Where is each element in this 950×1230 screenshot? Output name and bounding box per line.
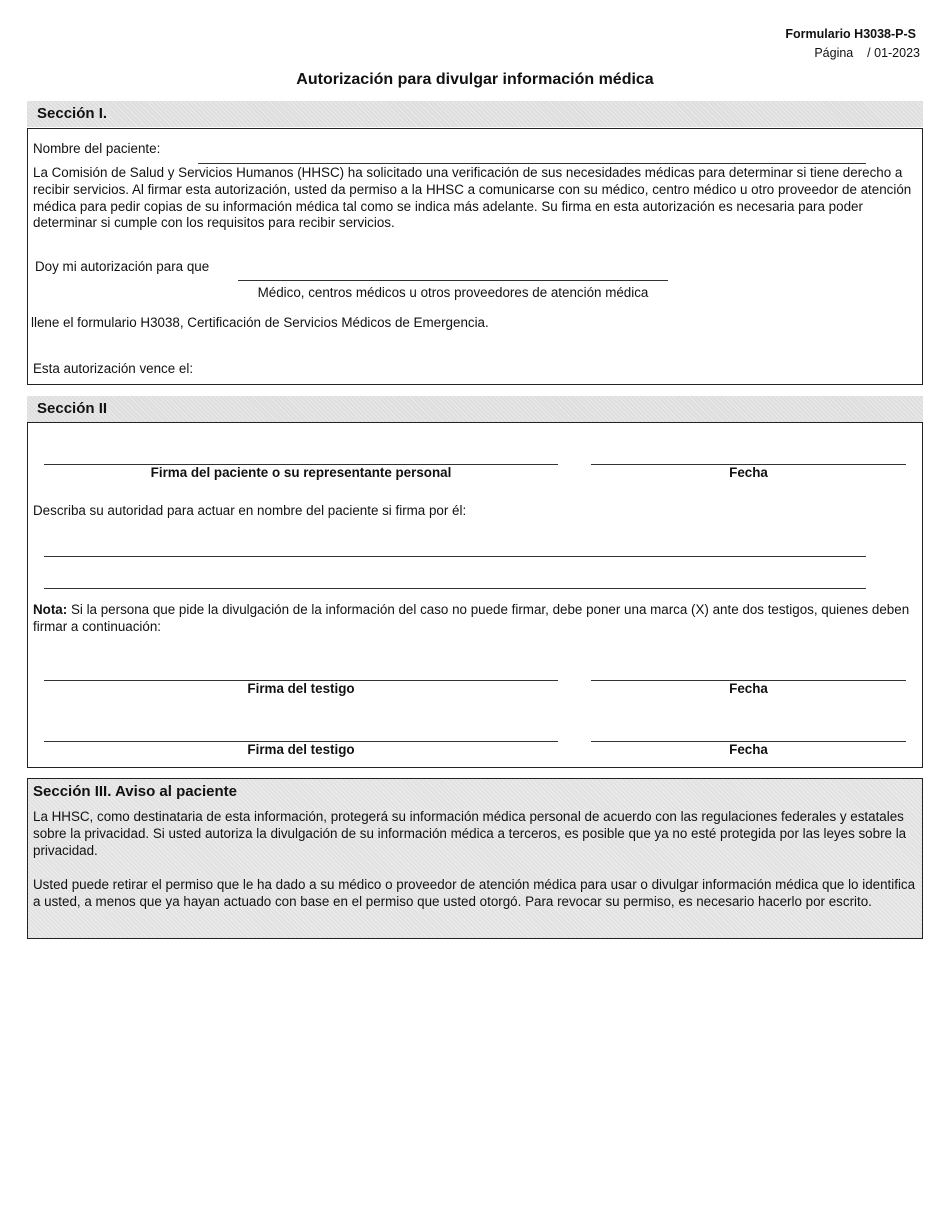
- section-3-heading: Sección III. Aviso al paciente: [33, 783, 237, 800]
- authority-line-1[interactable]: [44, 556, 866, 557]
- witness-2-date-caption: Fecha: [729, 742, 768, 757]
- section-2-box: [27, 422, 923, 768]
- authorize-label: Doy mi autorización para que: [35, 259, 210, 274]
- witness-1-caption: Firma del testigo: [247, 681, 355, 696]
- section-1-heading: Sección I.: [27, 101, 923, 127]
- patient-name-label: Nombre del paciente:: [33, 141, 161, 156]
- provider-name-field[interactable]: [238, 280, 668, 281]
- form-id: Formulario H3038-P-S: [785, 27, 916, 41]
- page-title: Autorización para divulgar información médica: [296, 71, 654, 88]
- fill-form-text: llene el formulario H3038, Certificación de Servicios Médicos de Emergencia.: [31, 315, 489, 330]
- note-label: Nota:: [33, 602, 68, 617]
- authority-line-2[interactable]: [44, 588, 866, 589]
- privacy-paragraph: La HHSC, como destinataria de esta información, protegerá su información médica personal de acuerdo con las regulaciones federales y estatales sobre la privacidad. Si usted autoriza la divulgación de su información médica a terceros, es posible que ya no esté protegida por las leyes sobre la privacidad.: [33, 809, 907, 858]
- provider-caption: Médico, centros médicos u otros proveedores de atención médica: [257, 285, 649, 300]
- witness-1-date-caption: Fecha: [729, 681, 768, 696]
- section-3-box: [27, 778, 923, 939]
- revoke-paragraph: Usted puede retirar el permiso que le ha dado a su médico o proveedor de atención médica para usar o divulgar información médica que lo identifica a usted, a menos que ya hayan actuado con base en el permiso que usted otorgó. Para revocar su permiso, es necesario hacerlo por escrito.: [33, 877, 916, 909]
- page-label: Página: [814, 46, 854, 60]
- section-1-box: [27, 128, 923, 385]
- section-2-heading: Sección II: [27, 396, 923, 422]
- witness-2-caption: Firma del testigo: [247, 742, 355, 757]
- expires-label: Esta autorización vence el:: [33, 361, 194, 376]
- form-date-code: / 01-2023: [867, 46, 920, 60]
- authority-label: Describa su autoridad para actuar en nombre del paciente si firma por él:: [33, 503, 467, 518]
- note-paragraph: [33, 602, 915, 636]
- page-info: [814, 46, 920, 60]
- note-text: Si la persona que pide la divulgación de la información del caso no puede firmar, debe poner una marca (X) ante dos testigos, quienes deben firmar a continuación:: [33, 602, 910, 634]
- patient-signature-caption: Firma del paciente o su representante personal: [150, 465, 452, 480]
- intro-paragraph: La Comisión de Salud y Servicios Humanos (HHSC) ha solicitado una verificación de sus necesidades médicas para determinar si tiene derecho a recibir servicios. Al firmar esta autorización, usted da permiso a la HHSC a comunicarse con su médico, centro médico u otro proveedor de atención médica para pedir copias de su información médica tal como se indica más adelante. Su firma en esta autorización es necesaria para poder determinar si cumple con los requisitos para recibir servicios.: [33, 165, 912, 231]
- patient-name-field[interactable]: [198, 163, 866, 164]
- patient-signature-date-caption: Fecha: [729, 465, 768, 480]
